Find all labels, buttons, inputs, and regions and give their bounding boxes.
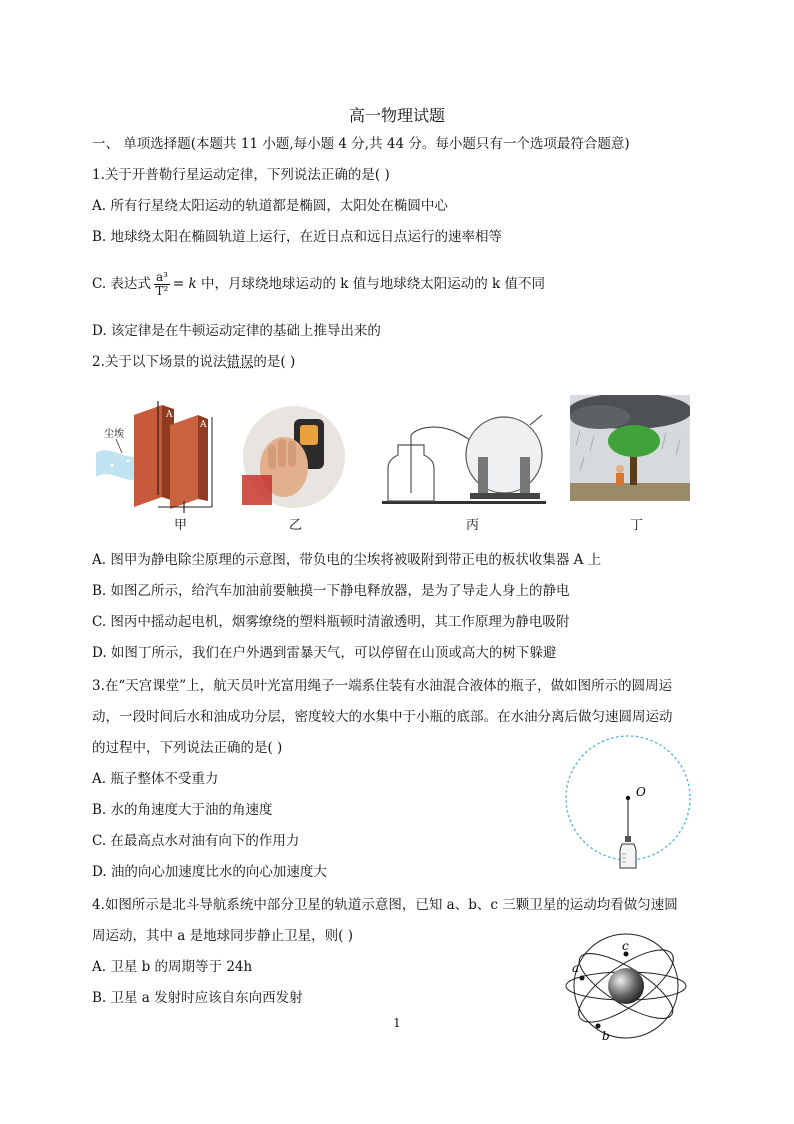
precipitator-figure (92, 395, 224, 513)
q1-option-c-suffix: 中，月球绕地球运动的 k 值与地球绕太阳运动的 k 值不同 (196, 276, 546, 292)
label-a: a (572, 961, 580, 975)
q3-option-b: B. 水的角速度大于油的角速度 (92, 802, 273, 818)
q3-stem-line3: 的过程中，下列说法正确的是( ) (92, 740, 283, 756)
plate-right (170, 415, 198, 509)
q3-option-c: C. 在最高点水对油有向下的作用力 (92, 833, 300, 849)
caption-jia: 甲 (174, 518, 188, 533)
caption-ding: 丁 (630, 518, 644, 533)
q1-option-c (92, 265, 545, 303)
q1-option-b: B. 地球绕太阳在椭圆轨道上运行，在近日点和远日点运行的速率相等 (92, 229, 503, 245)
q4-stem-line1: 4.如图所示是北斗导航系统中部分卫星的轨道示意图，已知 a、b、c 三颗卫星的运动均看做匀速圆 (92, 897, 678, 913)
section-heading: 一、 单项选择题(本题共 11 小题,每小题 4 分,共 44 分。每小题只有一个选项最符合题意) (92, 136, 630, 152)
plate-label-2: A (200, 420, 207, 430)
machine-pillar-right (520, 457, 530, 497)
red-background (242, 475, 272, 505)
plate-label: A (166, 410, 173, 420)
q2-stem (92, 353, 295, 371)
q3-stem-line1: 3.在“天宫课堂”上，航天员叶光富用绳子一端系住装有水油混合液体的瓶子，做如图所示的圆周运 (92, 678, 673, 694)
connecting-wire (411, 427, 458, 435)
machine-pillar-left (478, 457, 488, 497)
page-number: 1 (393, 1016, 401, 1030)
crank-handle (530, 415, 542, 425)
q2-stem-suffix: 的是( ) (253, 354, 296, 370)
label-b: b (602, 1029, 610, 1042)
q4-option-a: A. 卫星 b 的周期等于 24h (92, 959, 253, 975)
circular-motion-figure (560, 732, 696, 880)
bottle (620, 844, 636, 868)
kepler-fraction (154, 271, 170, 298)
q2-option-c: C. 图丙中摇动起电机，烟雾缭绕的塑料瓶顿时清澈透明，其工作原理为静电吸附 (92, 614, 570, 630)
machine-disc (466, 417, 542, 493)
dust-label: 尘埃 (104, 429, 124, 440)
ground (570, 483, 690, 501)
q1-option-a: A. 所有行星绕太阳运动的轨道都是椭圆，太阳处在椭圆中心 (92, 198, 448, 214)
fraction-numerator: a³ (155, 270, 168, 284)
tree-crown (608, 425, 660, 457)
child-body (616, 473, 624, 485)
q2-option-b: B. 如图乙所示，给汽车加油前要触摸一下静电释放器，是为了导走人身上的静电 (92, 583, 570, 599)
q2-option-a: A. 图甲为静电除尘原理的示意图，带负电的尘埃将被吸附到带正电的板状收集器 A 上 (92, 552, 602, 568)
child-head (616, 465, 624, 473)
thunderstorm-figure (570, 395, 690, 501)
machine-base (470, 493, 540, 499)
q4-stem-line2: 周运动，其中 a 是地球同步静止卫星，则( ) (92, 928, 353, 944)
satellite-a (580, 976, 585, 981)
label-c: c (622, 939, 629, 953)
earth (608, 968, 644, 1004)
caption-bing: 丙 (466, 518, 480, 533)
q3-stem-line2: 动，一段时间后水和油成功分层，密度较大的水集中于小瓶的底部。在水油分离后做匀速圆周运动 (92, 709, 673, 725)
fraction-denominator: T² (155, 284, 169, 298)
static-release-figure (242, 405, 347, 510)
q4-option-b: B. 卫星 a 发射时应该自东向西发射 (92, 990, 303, 1006)
caption-yi: 乙 (289, 518, 303, 533)
q2-option-d: D. 如图丁所示，我们在户外遇到雷暴天气，可以停留在山顶或高大的树下躲避 (92, 645, 557, 661)
q1-option-c-prefix: C. 表达式 (92, 276, 151, 292)
bottle-cap (625, 836, 631, 842)
q2-stem-prefix: 2.关于以下场景的说法 (92, 354, 227, 370)
q2-stem-emphasis: 错误 (226, 354, 254, 370)
page-title: 高一物理试题 (348, 106, 445, 125)
center-label: O (636, 785, 646, 799)
discharger-label (300, 425, 318, 445)
q3-option-a: A. 瓶子整体不受重力 (92, 771, 219, 787)
q3-option-d: D. 油的向心加速度比水的向心加速度大 (92, 864, 327, 880)
fraction-equals-k: = k (172, 276, 197, 292)
q1-option-d: D. 该定律是在牛顿运动定律的基础上推导出来的 (92, 323, 381, 339)
electrostatic-machine-figure (378, 405, 546, 505)
q1-stem: 1.关于开普勒行星运动定律，下列说法正确的是( ) (92, 167, 390, 183)
dust-pointer (116, 439, 122, 453)
